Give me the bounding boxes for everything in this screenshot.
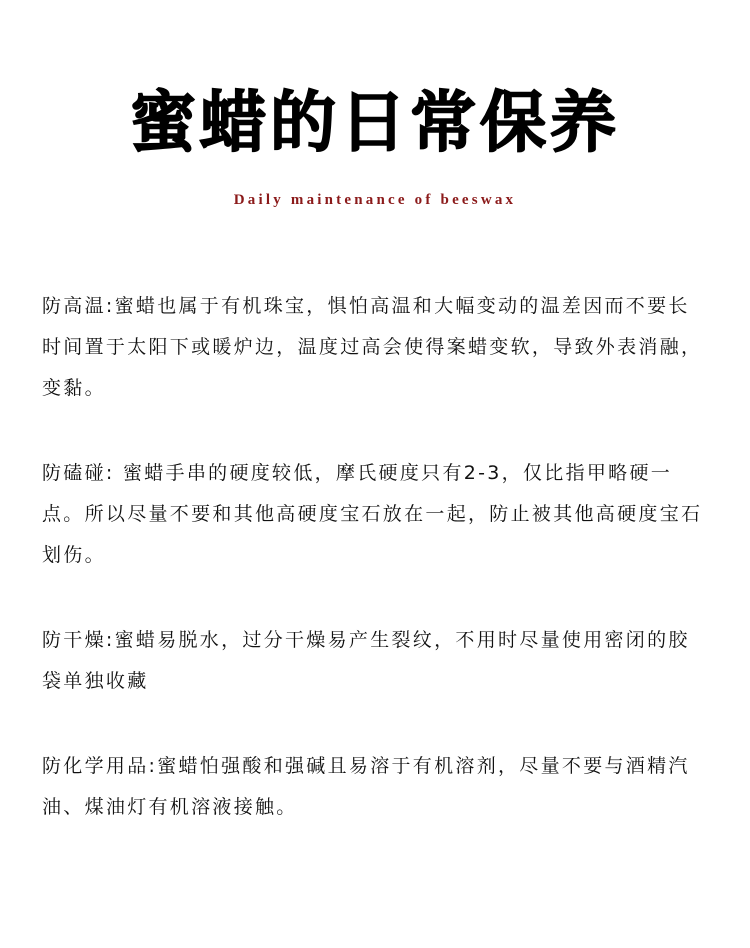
page-subtitle: Daily maintenance of beeswax	[233, 192, 517, 208]
section-chemical-protection: 防化学用品:蜜蜡怕强酸和强碱且易溶于有机溶剂，尽量不要与酒精汽油、煤油灯有机溶液接触。	[42, 755, 690, 818]
section-impact-protection: 防磕碰: 蜜蜡手串的硬度较低，摩氏硬度只有2-3，仅比指甲略硬一点。所以尽量不要和其他高硬度宝石放在一起，防止被其他高硬度宝石划伤。	[42, 462, 703, 566]
section-dryness-protection: 防干燥:蜜蜡易脱水，过分干燥易产生裂纹，不用时尽量使用密闭的胶袋单独收藏	[42, 629, 690, 692]
page-title: 蜜蜡的日常保养	[130, 83, 620, 161]
section-heat-protection: 防高温:蜜蜡也属于有机珠宝，惧怕高温和大幅变动的温差因而不要长时间置于太阳下或暖炉边，温度过高会使得案蜡变软，导致外表消融，变黏。	[42, 295, 703, 399]
